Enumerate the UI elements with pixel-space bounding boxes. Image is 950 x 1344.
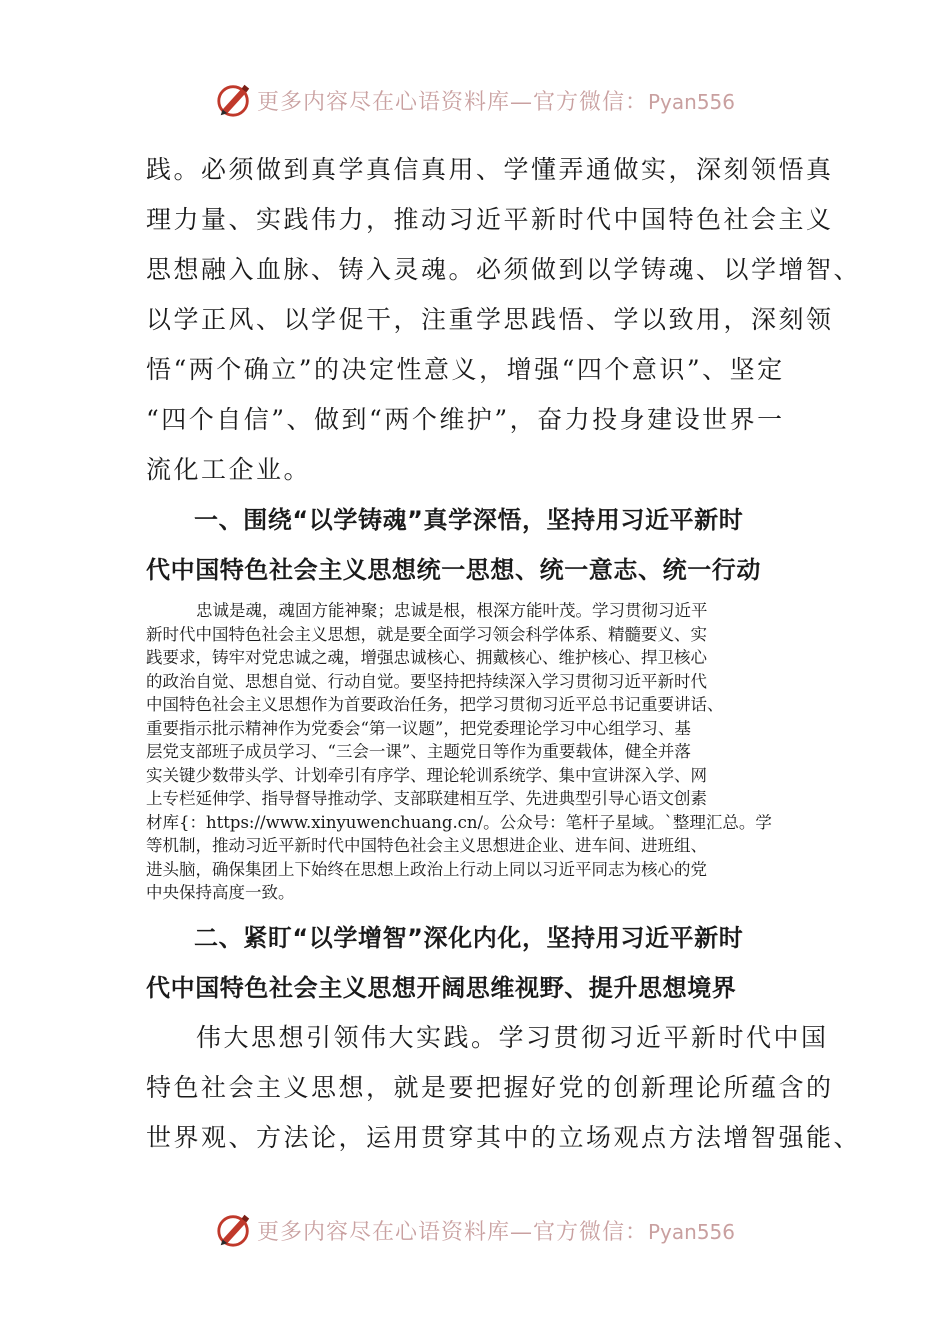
heading-line: 代中国特色社会主义思想开阔思维视野、提升思想境界 [146, 973, 737, 1002]
heading-line: 二、紧盯“以学增智”深化内化，坚持用习近平新时 [194, 923, 744, 952]
section-heading-1 [146, 495, 806, 595]
text-line: 流化工企业。 [146, 455, 312, 484]
text-line: 材库{：https://www.xinyuwenchuang.cn/。公众号：笔杆子星域。`整理汇总。学 [146, 812, 772, 832]
text-line: 忠诚是魂，魂固方能神聚；忠诚是根，根深方能叶茂。学习贯彻习近平 [196, 601, 708, 620]
paragraph-2 [146, 599, 806, 905]
banner-text: 更多内容尽在心语资料库—官方微信：Pyan556 [256, 89, 736, 115]
text-line: 中央保持高度一致。 [146, 883, 295, 902]
text-line: 实关键少数带头学、计划牵引有序学、理论轮训系统学、集中宣讲深入学、网 [146, 765, 707, 785]
text-line: 理力量、实践伟力，推动习近平新时代中国特色社会主义 [146, 205, 834, 234]
text-line: 进头脑，确保集团上下始终在思想上政治上行动上同以习近平同志为核心的党 [146, 859, 707, 879]
pen-logo-icon [215, 81, 253, 119]
text-line: 新时代中国特色社会主义思想，就是要全面学习领会科学体系、精髓要义、实 [146, 624, 707, 644]
text-line: 特色社会主义思想，就是要把握好党的创新理论所蕴含的 [146, 1072, 834, 1102]
text-line: 世界观、方法论，运用贯穿其中的立场观点方法增智强能、 [146, 1122, 862, 1152]
paragraph-1 [146, 145, 862, 495]
text-line: 的政治自觉、思想自觉、行动自觉。要坚持把持续深入学习贯彻习近平新时代 [146, 671, 707, 691]
text-line: 践要求，铸牢对党忠诚之魂，增强忠诚核心、拥戴核心、维护核心、捍卫核心 [146, 648, 707, 667]
text-line: 伟大思想引领伟大实践。学习贯彻习近平新时代中国 [196, 1022, 829, 1052]
text-line: 上专栏延伸学、指导督导推动学、支部联建相互学、先进典型引导心语文创素 [146, 789, 707, 808]
document-body [146, 145, 862, 1163]
heading-line: 一、围绕“以学铸魂”真学深悟，坚持用习近平新时 [194, 506, 744, 534]
text-line: 践。必须做到真学真信真用、学懂弄通做实，深刻领悟真 [146, 155, 834, 184]
text-line: 中国特色社会主义思想作为首要政治任务，把学习贯彻习近平总书记重要讲话、 [146, 695, 724, 714]
footer-banner [0, 1208, 950, 1252]
pen-logo-icon [215, 1211, 253, 1249]
text-line: 思想融入血脉、铸入灵魂。必须做到以学铸魂、以学增智、 [146, 255, 862, 284]
heading-line: 代中国特色社会主义思想统一思想、统一意志、统一行动 [146, 556, 761, 584]
text-line: 重要指示批示精神作为党委会“第一议题”，把党委理论学习中心组学习、基 [146, 718, 691, 738]
text-line: 悟“两个确立”的决定性意义，增强“四个意识”、坚定 [146, 355, 785, 384]
header-banner [0, 78, 950, 122]
text-line: 以学正风、以学促干，注重学思践悟、学以致用，深刻领 [146, 305, 834, 334]
section-heading-2 [146, 913, 806, 1013]
text-line: 等机制，推动习近平新时代中国特色社会主义思想进企业、进车间、进班组、 [146, 836, 707, 855]
text-line: 层党支部班子成员学习、“三会一课”、主题党日等作为重要载体，健全并落 [146, 742, 691, 761]
paragraph-3 [146, 1013, 862, 1163]
text-line: “四个自信”、做到“两个维护”，奋力投身建设世界一 [146, 405, 785, 434]
banner-text: 更多内容尽在心语资料库—官方微信：Pyan556 [256, 1219, 736, 1245]
